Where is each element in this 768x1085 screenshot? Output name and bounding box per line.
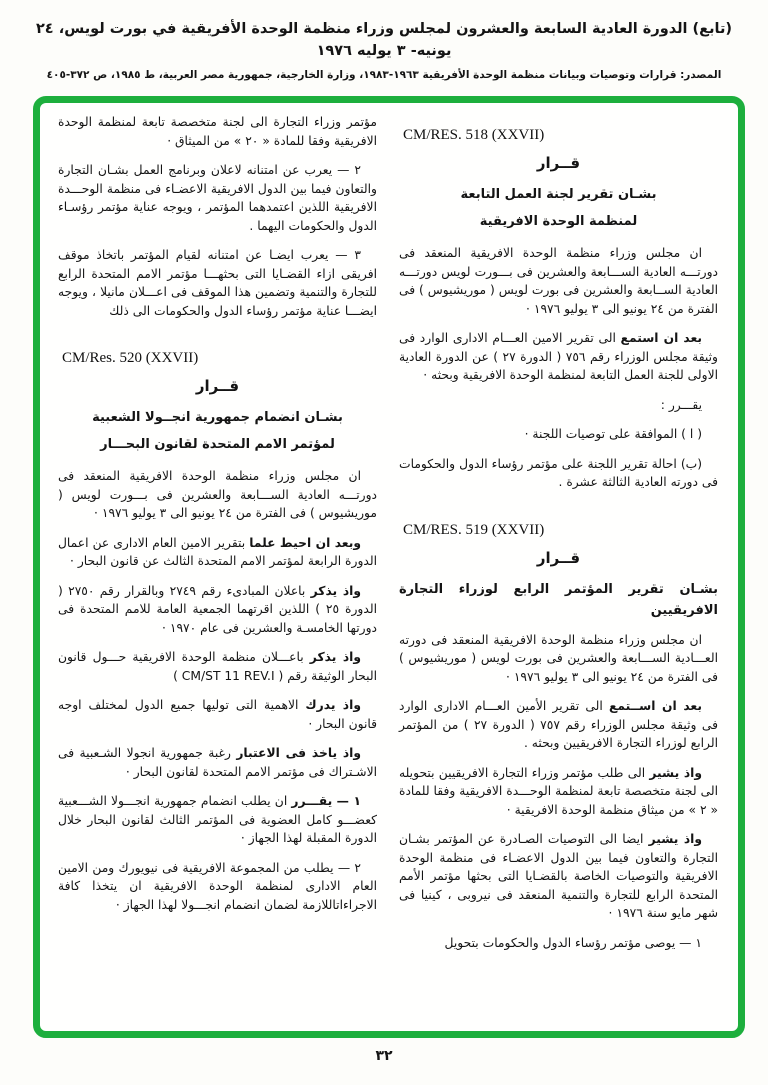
source-citation: المصدر: قرارات وتوصيات وبيانات منظمة الوحدة الأفريقية ١٩٦٣-١٩٨٣، وزارة الخارجية، جمهورية مصر العربية، ط ١٩٨٥، ص ٣٧٢-٤٠٥ — [46, 69, 722, 81]
paragraph-lead: واذ يدرك — [305, 698, 361, 712]
paragraph: ٢ — يعرب عن امتنانه لاعلان وبرنامج العمل بشـان التجارة والتعاون فيما بين الدول الافريقية الاعضـاء فى منظمة الوحـــدة الافريقية اللذين اعتمدهما المؤتمر ، ويوجه عناية مؤتمر رؤسـاء الدول والحكومات اليهما . — [58, 163, 377, 233]
paragraph-continuation: مؤتمر وزراء التجارة الى لجنة متخصصة تابعة لمنظمة الوحدة الافريقية وفقا للمادة « ٢٠ » من الميثاق · — [58, 115, 377, 148]
paragraph-lead: ١ — يقـــرر — [291, 794, 361, 808]
paragraph-text: باعلان المبادىء رقم ٢٧٤٩ وبالقرار رقم ٢٧٥٠ ( الدورة ٢٥ ) اللذين اقرتهما الجمعية العامة للامم المتحدة فى دورتها الخامسـة والعشرين فى عام ١٩٧٠ · — [58, 583, 377, 635]
paragraph — [399, 329, 718, 385]
paragraph-lead: وبعد ان احيط علما — [249, 535, 361, 550]
paragraph: ٣ — يعرب ايضـا عن امتنانه لقيام المؤتمر باتخاذ موقف افريقى ازاء القضـايا التى بحثهـــا مؤتمر الامم المتحدة الرابع للتجارة والتنمية وتضمين هذا الموقف فى اعـــلان مانيلا ، ويوجه ايضـــا عناية مؤتمر رؤساء الدول والحكومات الى ذلك — [58, 248, 377, 318]
paragraph — [399, 697, 718, 753]
green-content-frame — [33, 96, 745, 1038]
paragraph-text: بتقرير الامين العام الادارى عن اعمال الدورة الرابعة لمؤتمر الامم المتحدة الثالث عن قانون البحار · — [58, 535, 377, 568]
resolution-number-519: CM/RES. 519 (XXVII) — [403, 521, 545, 538]
paragraph-lead: واذ يشير — [649, 765, 702, 780]
paragraph-text: رغبة جمهورية انجولا الشـعبية فى الاشـتراك فى مؤتمر الامم المتحدة لقانون البحار · — [58, 746, 377, 779]
page-number: ٣٢ — [375, 1048, 393, 1064]
paragraph-lead: واذ يشير — [648, 832, 703, 846]
paragraph-text: الى تقرير الامين العـــام الادارى الوارد فى وثيقة مجلس الوزراء رقم ٧٥٦ ( الدورة ٢٧ ) عن الدورة العادية الاولى للجنة العمل التابعة لمنظمة الوحدة الافريقية وبحثه · — [399, 331, 718, 382]
paragraph-lead: واذ ياخذ فى الاعتبار — [236, 746, 361, 760]
resolution-subject: بشـان تقرير المؤتمر الرابع لوزراء التجارة الافريقيين — [399, 581, 718, 618]
two-column-layout — [58, 113, 718, 1023]
paragraph — [58, 792, 377, 848]
paragraph — [58, 744, 377, 781]
resolution-subject: لمؤتمر الامم المتحدة لقانون البحـــار — [100, 437, 335, 452]
resolution-title: قــرار — [195, 377, 240, 395]
paragraph: ( ا ) الموافقة على توصيات اللجنة · — [524, 427, 702, 441]
paragraph — [399, 764, 718, 820]
paragraph-text: الى تقرير الأمين العـــام الادارى الوارد فى وثيقة مجلس الوزراء رقم ٧٥٧ ( الدورة ٢٧ ) من المؤتمر الرابع لوزراء التجارة الافريقيين وبحثه . — [399, 699, 718, 750]
paragraph-lead: واذ يذكر — [309, 650, 361, 664]
resolution-title: قــرار — [536, 548, 581, 567]
session-title: (تابع) الدورة العادية السابعة والعشرون لمجلس وزراء منظمة الوحدة الأفريقية في بورت لويس، ٢٤ يونيه- ٣ يوليه ١٩٧٦ — [35, 21, 733, 59]
paragraph-lead: واذ يذكر — [310, 583, 361, 598]
paragraph — [58, 582, 377, 638]
resolution-subject: بشـان انضمام جمهورية انجــولا الشعبية — [92, 410, 343, 425]
document-header — [0, 18, 768, 81]
paragraph: ان مجلس وزراء منظمة الوحدة الافريقية المنعقد فى دورته العـــادية الســـابعة والعشرين فى بورت لويس ( موريشيوس ) فى الفترة من ٢٤ يونيو الى ٣ يوليو ١٩٧٦ · — [399, 632, 718, 684]
paragraph: يقـــرر : — [660, 397, 702, 412]
paragraph: ١ — يوصى مؤتمر رؤساء الدول والحكومات بتحويل — [444, 935, 702, 950]
resolution-number-520: CM/Res. 520 (XXVII) — [62, 350, 199, 366]
paragraph: ان مجلس وزراء منظمة الوحدة الافريقية المنعقد فى دورتـــه العادية الســـابعة والعشرين فى بـــورت لويس ( موريشيوس ) فى الفترة من ٢٤ يونيو الى ٣ يوليو ١٩٧٦ · — [58, 469, 377, 520]
paragraph-text: باعـــلان منظمة الوحدة الافريقية حـــول قانون البحار الوثيقة رقم ( CM/ST 11 REV.I ) — [58, 650, 377, 683]
paragraph-lead: بعد ان استمع — [620, 331, 703, 345]
paragraph — [399, 830, 718, 923]
resolution-title: قــرار — [536, 154, 581, 172]
paragraph-text: الى طلب مؤتمر وزراء التجارة الافريقيين بتحويله الى لجنة متخصصة تابعة لمنظمة الوحـــدة الافريقية وفقا للمادة « ٢ » من ميثاق منظمة الوحدة الافريقية · — [399, 765, 718, 817]
resolution-subject: لمنظمة الوحدة الافريقية — [479, 214, 638, 229]
paragraph: ان مجلس وزراء منظمة الوحدة الافريقية المنعقد فى دورتـــه العادية الســـابعة والعشرين فى بـــورت لويس دورتـــه العادية الســابعة والعشرين فى بورت لويس ( موريشيوس ) فى الفترة من ٢٤ يونيو الى ٣ يوليو ١٩٧٦ · — [399, 246, 718, 316]
resolution-subject: بشـان تقرير لجنة العمل التابعة — [460, 187, 657, 202]
paragraph: ٢ — يطلب من المجموعة الافريقية فى نيويورك ومن الامين العام الادارى لمنظمة الوحدة الافريقية ان يتخذا كافة الاجراءاتاللازمة لضمان انضمام انجـــولا لهذا الجهاز · — [58, 860, 377, 912]
column-left — [58, 113, 377, 1023]
column-right — [399, 113, 718, 1023]
paragraph-text: ايضا الى التوصيات الصـادرة عن المؤتمر بشـان التجارة والتعاون فيما بين الدول الاعضـاء فى منظمة الوحدة الافريقية والتوصيات الخاصة بالقضـايا التى بحثها مؤتمر الأمم المتحدة الرابع للتجارة والتنمية المنعقد فى نيروبى ، كينيا فى شهر مايو سنة ١٩٧٦ · — [399, 832, 718, 920]
paragraph — [58, 696, 377, 733]
resolution-number-518: CM/RES. 518 (XXVII) — [403, 127, 545, 143]
paragraph: (ب) احالة تقرير اللجنة على مؤتمر رؤساء الدول والحكومات فى دورته العادية الثالثة عشرة . — [399, 456, 718, 489]
paragraph-lead: بعد ان اســتمع — [609, 699, 702, 713]
paragraph — [58, 534, 377, 571]
paragraph — [58, 648, 377, 685]
paragraph-text: ان يطلب انضمام جمهورية انجـــولا الشـــعبية كعضـــو كامل العضوية فى المؤتمر الثالث لقانون البحار خلال الدورة المقبلة لهذا الجهاز · — [58, 794, 377, 845]
paragraph-text: الاهمية التى توليها جميع الدول لمختلف اوجه قانون البحار · — [58, 698, 377, 731]
